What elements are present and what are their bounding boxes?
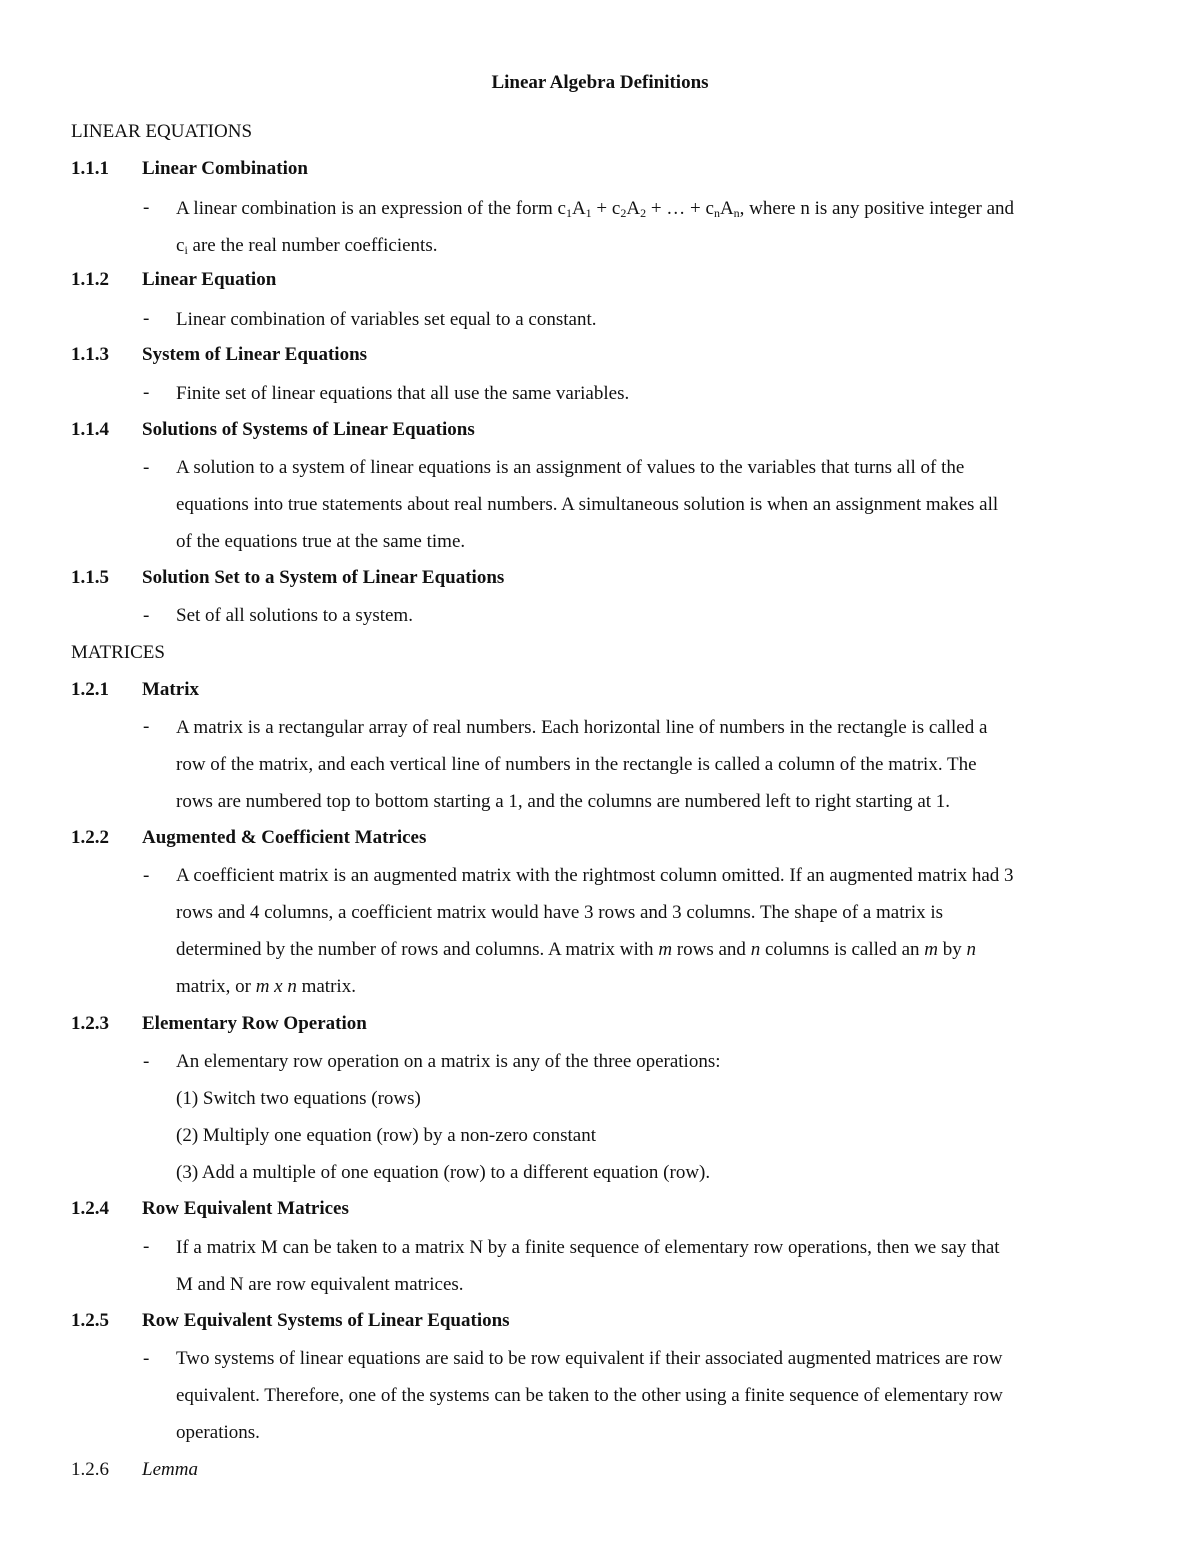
part-heading-matrices: MATRICES bbox=[71, 642, 165, 663]
body-line: of the equations true at the same time. bbox=[176, 531, 466, 552]
body-line: A coefficient matrix is an augmented matrix with the rightmost column omitted. If an augmented matrix had 3 bbox=[176, 865, 1014, 886]
section-number: 1.1.4 bbox=[71, 419, 109, 440]
section-body-1-2-4 bbox=[176, 1229, 1136, 1303]
body-line: An elementary row operation on a matrix is any of the three operations: bbox=[176, 1051, 721, 1072]
body-line: A linear combination is an expression of the form $c_1A_1 + c_2A_2$ + … + $c_nA_n$, where n is any positive integer and bbox=[176, 198, 1015, 220]
section-body-1-1-3 bbox=[176, 375, 1136, 412]
document-title: Linear Algebra Definitions bbox=[491, 72, 709, 93]
section-number: 1.2.3 bbox=[71, 1013, 109, 1034]
bullet-dash: - bbox=[143, 197, 150, 218]
body-line: equations into true statements about real numbers. A simultaneous solution is when an assignment makes all bbox=[176, 494, 999, 515]
body-line: M and N are row equivalent matrices. bbox=[176, 1274, 464, 1295]
section-heading-1-2-4 bbox=[71, 1198, 349, 1220]
section-number: 1.1.1 bbox=[71, 158, 109, 179]
bullet-dash: - bbox=[143, 716, 150, 737]
section-heading-1-1-4 bbox=[71, 419, 475, 441]
section-heading-1-1-5 bbox=[71, 567, 504, 589]
body-line: equivalent. Therefore, one of the systems can be taken to the other using a finite sequence of elementary row bbox=[176, 1385, 1003, 1406]
section-number: 1.2.6 bbox=[71, 1459, 109, 1480]
list-item: (3) Add a multiple of one equation (row) to a different equation (row). bbox=[176, 1162, 711, 1183]
section-body-1-2-3 bbox=[176, 1043, 1136, 1191]
section-heading-1-2-2 bbox=[71, 827, 426, 849]
section-title: System of Linear Equations bbox=[142, 344, 368, 365]
bullet-dash: - bbox=[143, 1348, 150, 1369]
section-heading-1-2-6 bbox=[71, 1459, 198, 1481]
body-line: Linear combination of variables set equal to a constant. bbox=[176, 309, 597, 330]
body-line: A matrix is a rectangular array of real numbers. Each horizontal line of numbers in the rectangle is called a bbox=[176, 717, 988, 738]
section-title: Augmented & Coefficient Matrices bbox=[142, 827, 427, 848]
body-line: rows are numbered top to bottom starting a 1, and the columns are numbered left to right starting at 1. bbox=[176, 791, 951, 812]
body-line: rows and 4 columns, a coefficient matrix would have 3 rows and 3 columns. The shape of a matrix is bbox=[176, 902, 944, 923]
part-heading-linear-equations: LINEAR EQUATIONS bbox=[71, 121, 253, 142]
section-number: 1.2.5 bbox=[71, 1310, 109, 1331]
body-line: If a matrix M can be taken to a matrix N by a finite sequence of elementary row operations, then we say that bbox=[176, 1237, 1000, 1258]
bullet-dash: - bbox=[143, 308, 150, 329]
section-body-1-2-1 bbox=[176, 709, 1136, 820]
section-heading-1-1-1 bbox=[71, 158, 308, 180]
section-heading-1-2-3 bbox=[71, 1013, 367, 1035]
section-number: 1.2.1 bbox=[71, 679, 109, 700]
section-body-1-1-1 bbox=[176, 190, 1136, 264]
section-number: 1.1.2 bbox=[71, 269, 109, 290]
body-line: Set of all solutions to a system. bbox=[176, 605, 413, 626]
section-title: Matrix bbox=[142, 679, 199, 700]
bullet-dash: - bbox=[143, 382, 150, 403]
section-heading-1-1-2 bbox=[71, 269, 276, 291]
section-number: 1.1.3 bbox=[71, 344, 109, 365]
section-number: 1.1.5 bbox=[71, 567, 109, 588]
section-body-1-1-5 bbox=[176, 597, 1136, 634]
body-line: operations. bbox=[176, 1422, 260, 1443]
section-title: Row Equivalent Systems of Linear Equations bbox=[142, 1310, 510, 1331]
section-body-1-2-2 bbox=[176, 857, 1136, 1005]
section-title: Linear Combination bbox=[142, 158, 308, 179]
body-line: matrix, or m x n matrix. bbox=[176, 976, 356, 997]
section-body-1-2-5 bbox=[176, 1340, 1136, 1451]
bullet-dash: - bbox=[143, 457, 150, 478]
section-title: Solutions of Systems of Linear Equations bbox=[142, 419, 475, 440]
section-title: Linear Equation bbox=[142, 269, 277, 290]
bullet-dash: - bbox=[143, 865, 150, 886]
body-line: A solution to a system of linear equations is an assignment of values to the variables that turns all of the bbox=[176, 457, 965, 478]
body-line: Finite set of linear equations that all use the same variables. bbox=[176, 383, 630, 404]
section-title: Solution Set to a System of Linear Equations bbox=[142, 567, 505, 588]
section-title: Row Equivalent Matrices bbox=[142, 1198, 349, 1219]
section-title: Elementary Row Operation bbox=[142, 1013, 367, 1034]
list-item: (1) Switch two equations (rows) bbox=[176, 1088, 421, 1109]
bullet-dash: - bbox=[143, 1051, 150, 1072]
bullet-dash: - bbox=[143, 605, 150, 626]
section-heading-1-2-1 bbox=[71, 679, 199, 701]
section-heading-1-2-5 bbox=[71, 1310, 510, 1332]
section-title: Lemma bbox=[142, 1459, 198, 1480]
bullet-dash: - bbox=[143, 1236, 150, 1257]
section-body-1-1-2 bbox=[176, 301, 1136, 338]
section-heading-1-1-3 bbox=[71, 344, 367, 366]
body-line: determined by the number of rows and columns. A matrix with m rows and n columns is called an m by n bbox=[176, 939, 977, 960]
section-number: 1.2.2 bbox=[71, 827, 109, 848]
section-number: 1.2.4 bbox=[71, 1198, 109, 1219]
body-line: Two systems of linear equations are said to be row equivalent if their associated augmented matrices are row bbox=[176, 1348, 1003, 1369]
section-body-1-1-4 bbox=[176, 449, 1136, 560]
list-item: (2) Multiply one equation (row) by a non-zero constant bbox=[176, 1125, 596, 1146]
body-line: $c_i$ are the real number coefficients. bbox=[176, 235, 438, 257]
body-line: row of the matrix, and each vertical line of numbers in the rectangle is called a column of the matrix. The bbox=[176, 754, 977, 775]
